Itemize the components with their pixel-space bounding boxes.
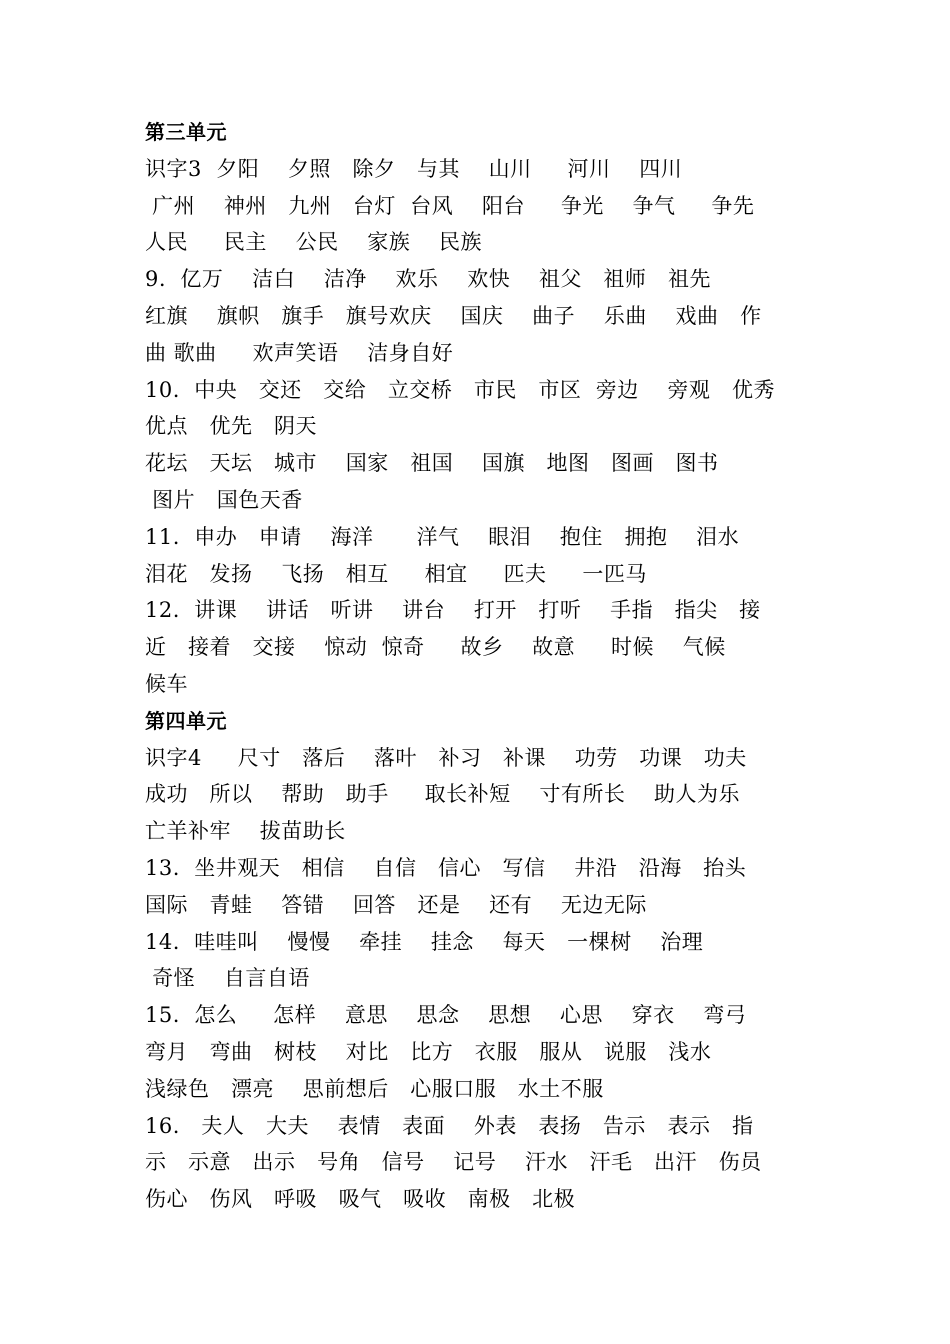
unit4-line-8: 15. 怎么 怎样 意思 思念 思想 心思 穿衣 弯弓 [145,1003,747,1028]
unit3-line-7: 10. 中央 交还 交给 立交桥 市民 市区 旁边 旁观 优秀 [145,377,775,402]
unit3-line-13: 12. 讲课 讲话 听讲 讲台 打开 打听 手指 指尖 接 [145,598,761,623]
vocabulary-document [145,114,825,1218]
unit3-line-3: 人民 民主 公民 家族 民族 [145,230,482,255]
unit3-line-8: 优点 优先 阴天 [145,414,318,439]
unit4-line-11: 16. 夫人 大夫 表情 表面 外表 表扬 告示 表示 指 [145,1113,754,1138]
unit3-line-9: 花坛 天坛 城市 国家 祖国 国旗 地图 图画 图书 [145,451,719,476]
unit4-heading: 第四单元 [145,708,227,733]
unit3-line-14: 近 接着 交接 惊动 惊奇 故乡 故意 时候 气候 [145,635,726,660]
unit3-heading: 第三单元 [145,120,227,144]
unit3-line-11: 11. 申办 申请 海洋 洋气 眼泪 抱住 拥抱 泪水 [145,524,740,549]
unit4-line-12: 示 示意 出示 号角 信号 记号 汗水 汗毛 出汗 伤员 [145,1150,762,1175]
unit4-line-2: 成功 所以 帮助 助手 取长补短 寸有所长 助人为乐 [145,782,741,807]
unit3-line-15: 候车 [145,671,188,696]
unit3-line-10: 图片 国色天香 [145,487,303,512]
unit4-line-4: 13. 坐井观天 相信 自信 信心 写信 井沿 沿海 抬头 [145,855,747,880]
unit4-line-5: 国际 青蛙 答错 回答 还是 还有 无边无际 [145,892,647,917]
unit3-line-6: 曲 歌曲 欢声笑语 洁身自好 [145,340,454,365]
unit4-line-1: 识字4 尺寸 落后 落叶 补习 补课 功劳 功课 功夫 [145,745,747,770]
unit3-line-1: 识字3 夕阳 夕照 除夕 与其 山川 河川 四川 [145,156,683,181]
unit3-line-5: 红旗 旗帜 旗手 旗号欢庆 国庆 曲子 乐曲 戏曲 作 [145,303,762,328]
unit4-line-9: 弯月 弯曲 树枝 对比 比方 衣服 服从 说服 浅水 [145,1039,712,1064]
unit3-line-12: 泪花 发扬 飞扬 相互 相宜 匹夫 一匹马 [145,561,647,586]
unit4-line-13: 伤心 伤风 呼吸 吸气 吸收 南极 北极 [145,1187,576,1212]
unit4-line-6: 14. 哇哇叫 慢慢 牵挂 挂念 每天 一棵树 治理 [145,929,704,954]
unit3-line-4: 9. 亿万 洁白 洁净 欢乐 欢快 祖父 祖师 祖先 [145,267,711,292]
unit4-line-7: 奇怪 自言自语 [145,966,310,991]
unit4-line-10: 浅绿色 漂亮 思前想后 心服口服 水土不服 [145,1076,604,1101]
unit4-line-3: 亡羊补牢 拔苗助长 [145,819,346,844]
unit3-line-2: 广州 神州 九州 台灯 台风 阳台 争光 争气 争先 [145,193,755,218]
